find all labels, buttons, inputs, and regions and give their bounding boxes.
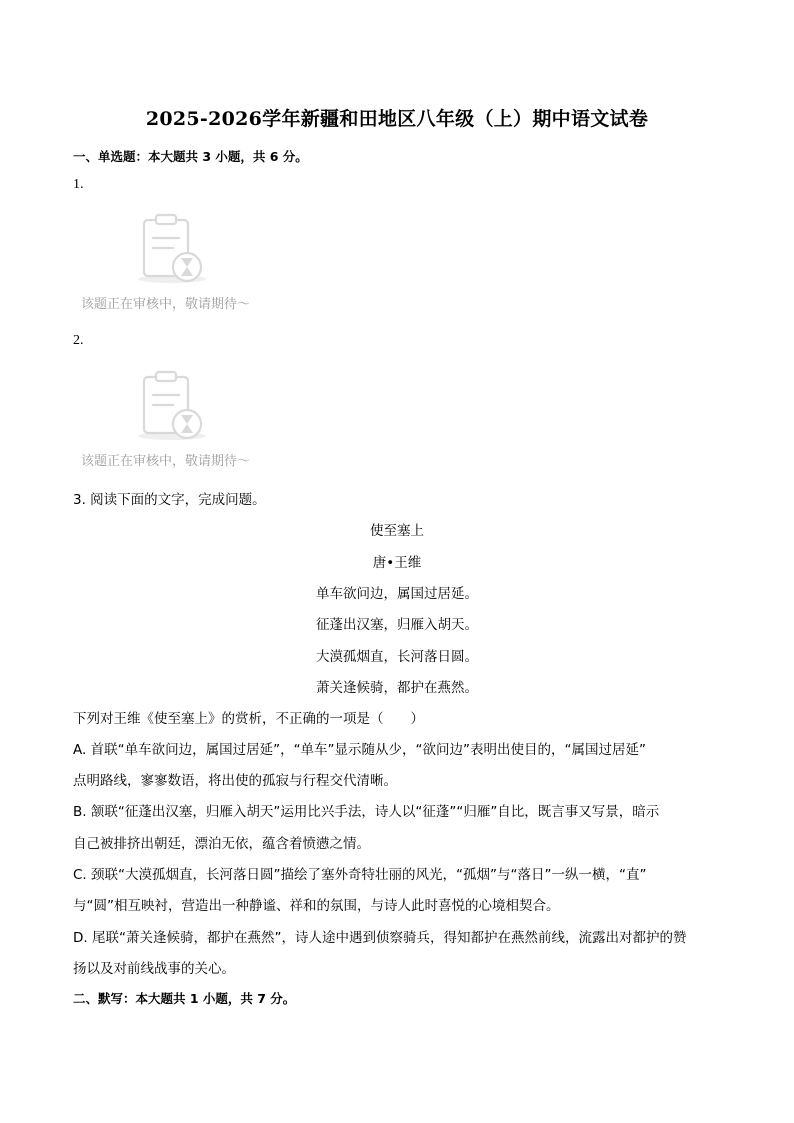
- question-2-number: 2.: [73, 333, 84, 348]
- option-c-line-1: C. 颈联“大漠孤烟直，长河落日圆”描绘了塞外奇特壮丽的风光，“孤烟”与“落日”一纵一横，“直”: [73, 867, 647, 883]
- poem-title: 使至塞上: [370, 523, 424, 539]
- option-c-line-2: 与“圆”相互映衬，营造出一种静谧、祥和的氛围，与诗人此时喜悦的心境相契合。: [73, 898, 560, 914]
- exam-title: 2025-2026学年新疆和田地区八年级（上）期中语文试卷: [145, 108, 649, 130]
- question-3-prompt: 下列对王维《使至塞上》的赏析，不正确的一项是（ ）: [73, 711, 424, 727]
- clipboard-hourglass-icon: [132, 212, 212, 284]
- option-d-line-2: 扬以及对前线战事的关心。: [73, 961, 235, 977]
- option-b-line-1: B. 颔联“征蓬出汉塞，归雁入胡天”运用比兴手法，诗人以“征蓬”“归雁”自比，既言事又写景，暗示: [73, 804, 660, 820]
- poem-line: 单车欲问边，属国过居延。: [316, 586, 478, 602]
- poem-author: 唐•王维: [372, 555, 422, 571]
- option-a-line-1: A. 首联“单车欲问边，属国过居延”，“单车”显示随从少，“欲问边”表明出使目的，“属国过居延”: [73, 742, 647, 758]
- option-b-line-2: 自己被排挤出朝廷，漂泊无依，蕴含着愤懑之情。: [73, 836, 370, 852]
- question-3-stem: 3. 阅读下面的文字，完成问题。: [73, 492, 266, 508]
- option-a-line-2: 点明路线，寥寥数语，将出使的孤寂与行程交代清晰。: [73, 773, 397, 789]
- question-1-number: 1.: [73, 177, 84, 192]
- question-2-pending-text: 该题正在审核中，敬请期待～: [81, 454, 251, 469]
- poem-line: 萧关逢候骑，都护在燕然。: [316, 680, 478, 696]
- section-1-heading: 一、单选题：本大题共 3 小题，共 6 分。: [73, 149, 308, 164]
- poem-line: 大漠孤烟直，长河落日圆。: [316, 649, 478, 665]
- option-d-line-1: D. 尾联“萧关逢候骑，都护在燕然”，诗人途中遇到侦察骑兵，得知都护在燕然前线，流露出对都护的赞: [73, 930, 687, 946]
- question-1-pending-text: 该题正在审核中，敬请期待～: [81, 297, 251, 312]
- poem-line: 征蓬出汉塞，归雁入胡天。: [316, 617, 478, 633]
- section-2-heading: 二、默写：本大题共 1 小题，共 7 分。: [73, 991, 296, 1006]
- clipboard-hourglass-icon: [132, 369, 212, 441]
